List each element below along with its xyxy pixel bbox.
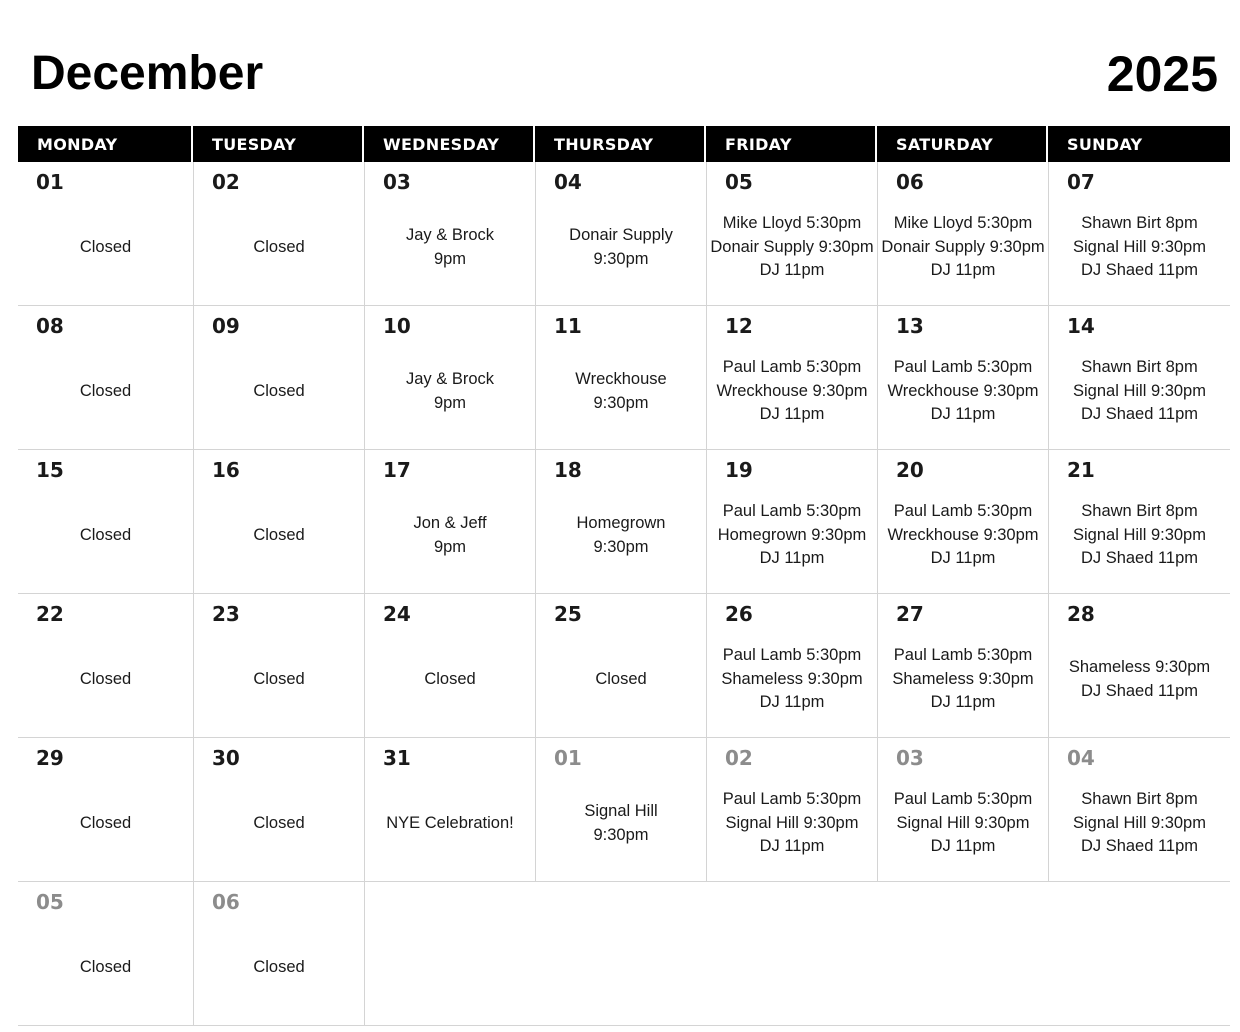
event-line: Paul Lamb 5:30pm	[893, 358, 1033, 377]
event-line: Closed	[253, 381, 305, 400]
day-cell[interactable]	[706, 594, 877, 738]
day-number: 06	[896, 170, 924, 194]
event-line: Shawn Birt 8pm	[1081, 214, 1198, 233]
day-number: 29	[36, 746, 64, 770]
day-cell[interactable]	[193, 882, 364, 1026]
empty-area	[364, 882, 1230, 1026]
day-number: 13	[896, 314, 924, 338]
day-cell[interactable]	[1048, 450, 1230, 594]
event-line: Shawn Birt 8pm	[1081, 502, 1198, 521]
day-number: 20	[896, 458, 924, 482]
week-row	[18, 594, 1230, 738]
month-title: December	[31, 47, 264, 100]
event-list	[878, 486, 1048, 593]
event-line: DJ Shaed 11pm	[1080, 261, 1199, 280]
event-line: Shawn Birt 8pm	[1081, 358, 1198, 377]
day-number: 11	[554, 314, 582, 338]
event-list	[536, 198, 706, 305]
day-number: 02	[725, 746, 753, 770]
day-number: 30	[212, 746, 240, 770]
event-list	[707, 198, 877, 305]
event-line: Jon & Jeff	[413, 514, 487, 532]
event-list	[1049, 774, 1230, 881]
day-cell[interactable]	[877, 162, 1048, 306]
event-list	[536, 342, 706, 449]
day-cell[interactable]	[877, 450, 1048, 594]
weekday-tuesday: TUESDAY	[193, 126, 364, 162]
day-cell[interactable]	[706, 162, 877, 306]
day-cell[interactable]	[18, 882, 193, 1026]
event-line: 9:30pm	[593, 825, 649, 844]
week-row	[18, 882, 1230, 1026]
event-line: Paul Lamb 5:30pm	[722, 358, 862, 377]
week-row	[18, 738, 1230, 882]
day-number: 26	[725, 602, 753, 626]
event-line: DJ 11pm	[759, 549, 825, 568]
day-cell[interactable]	[193, 162, 364, 306]
event-line: Mike Lloyd 5:30pm	[893, 214, 1033, 233]
day-cell[interactable]	[364, 306, 535, 450]
weekday-friday: FRIDAY	[706, 126, 877, 162]
event-line: Donair Supply	[569, 226, 673, 244]
day-cell[interactable]	[193, 594, 364, 738]
event-line: NYE Celebration!	[386, 813, 514, 832]
event-list	[707, 342, 877, 449]
day-cell[interactable]	[193, 450, 364, 594]
weekday-header	[18, 126, 1230, 162]
day-number: 17	[383, 458, 411, 482]
weekday-monday: MONDAY	[18, 126, 193, 162]
day-cell[interactable]	[535, 162, 706, 306]
event-line: Donair Supply 9:30pm	[710, 237, 874, 256]
event-line: Signal Hill 9:30pm	[1073, 237, 1206, 256]
event-line: Jay & Brock	[405, 370, 495, 388]
event-line: DJ 11pm	[930, 693, 996, 712]
day-number: 07	[1067, 170, 1095, 194]
event-line: Closed	[595, 669, 647, 688]
event-list	[194, 630, 364, 737]
event-line: Closed	[424, 669, 476, 688]
event-list	[194, 918, 364, 1025]
event-list	[878, 774, 1048, 881]
day-number: 12	[725, 314, 753, 338]
event-line: Signal Hill 9:30pm	[1073, 813, 1206, 832]
event-line: Homegrown	[576, 514, 666, 532]
event-list	[18, 918, 193, 1025]
event-line: Paul Lamb 5:30pm	[893, 790, 1033, 809]
event-list	[365, 630, 535, 737]
event-line: Homegrown 9:30pm	[717, 525, 867, 544]
day-number: 16	[212, 458, 240, 482]
event-line: Closed	[79, 957, 132, 976]
event-line: Closed	[253, 525, 305, 544]
event-list	[707, 630, 877, 737]
day-cell[interactable]	[193, 738, 364, 882]
event-line: Closed	[79, 669, 132, 688]
event-line: Signal Hill 9:30pm	[1073, 525, 1206, 544]
event-line: Closed	[79, 381, 132, 400]
day-cell[interactable]	[364, 738, 535, 882]
event-list	[18, 198, 193, 305]
day-number: 06	[212, 890, 240, 914]
event-line: Paul Lamb 5:30pm	[722, 502, 862, 521]
event-line: Wreckhouse	[575, 370, 667, 388]
day-cell[interactable]	[877, 306, 1048, 450]
event-list	[194, 198, 364, 305]
event-line: DJ Shaed 11pm	[1080, 837, 1199, 856]
event-line: DJ Shaed 11pm	[1080, 681, 1199, 700]
day-cell[interactable]	[535, 306, 706, 450]
day-cell[interactable]	[535, 594, 706, 738]
week-row	[18, 306, 1230, 450]
week-row	[18, 162, 1230, 306]
day-number: 01	[554, 746, 582, 770]
event-list	[194, 342, 364, 449]
day-number: 24	[383, 602, 411, 626]
event-line: Shawn Birt 8pm	[1081, 790, 1198, 809]
day-cell[interactable]	[535, 738, 706, 882]
day-number: 21	[1067, 458, 1095, 482]
day-number: 02	[212, 170, 240, 194]
day-number: 05	[725, 170, 753, 194]
event-line: 9pm	[433, 249, 467, 268]
weekday-saturday: SATURDAY	[877, 126, 1048, 162]
day-cell[interactable]	[1048, 738, 1230, 882]
day-number: 19	[725, 458, 753, 482]
day-number: 03	[383, 170, 411, 194]
event-list	[1049, 342, 1230, 449]
event-line: Donair Supply 9:30pm	[881, 237, 1045, 256]
day-cell[interactable]	[1048, 594, 1230, 738]
event-list	[536, 630, 706, 737]
calendar-grid	[18, 162, 1230, 1026]
day-cell[interactable]	[18, 594, 193, 738]
day-cell[interactable]	[364, 450, 535, 594]
day-cell[interactable]	[706, 738, 877, 882]
event-line: Paul Lamb 5:30pm	[893, 502, 1033, 521]
day-cell[interactable]	[535, 450, 706, 594]
event-line: DJ 11pm	[930, 549, 996, 568]
day-number: 09	[212, 314, 240, 338]
day-number: 22	[36, 602, 64, 626]
event-line: Closed	[253, 813, 305, 832]
event-list	[18, 774, 193, 881]
event-line: 9:30pm	[593, 537, 649, 556]
event-line: Wreckhouse 9:30pm	[887, 525, 1039, 544]
day-number: 03	[896, 746, 924, 770]
day-cell[interactable]	[706, 306, 877, 450]
event-list	[18, 342, 193, 449]
event-line: Shameless 9:30pm	[721, 669, 863, 688]
weekday-sunday: SUNDAY	[1067, 135, 1143, 154]
event-line: Shameless 9:30pm	[892, 669, 1034, 688]
event-line: Closed	[253, 237, 305, 256]
event-line: Paul Lamb 5:30pm	[722, 646, 862, 665]
event-list	[878, 198, 1048, 305]
day-number: 25	[554, 602, 582, 626]
event-line: DJ Shaed 11pm	[1080, 405, 1199, 424]
event-line: Closed	[253, 957, 305, 976]
day-number: 27	[896, 602, 924, 626]
event-line: Closed	[79, 525, 132, 544]
day-cell[interactable]	[877, 738, 1048, 882]
weekday-wednesday: WEDNESDAY	[364, 126, 535, 162]
event-line: DJ 11pm	[930, 261, 996, 280]
event-list	[707, 774, 877, 881]
event-line: 9:30pm	[593, 249, 649, 268]
day-number: 14	[1067, 314, 1095, 338]
day-number: 31	[383, 746, 411, 770]
day-cell[interactable]	[18, 306, 193, 450]
day-cell[interactable]	[18, 738, 193, 882]
event-list	[878, 342, 1048, 449]
day-cell[interactable]	[364, 162, 535, 306]
event-line: Signal Hill 9:30pm	[1073, 381, 1206, 400]
event-line: Jay & Brock	[405, 226, 495, 244]
day-number: 04	[1067, 746, 1095, 770]
event-line: DJ 11pm	[930, 405, 996, 424]
event-list	[1049, 198, 1230, 305]
day-cell[interactable]	[877, 594, 1048, 738]
event-line: Shameless 9:30pm	[1068, 658, 1211, 676]
event-list	[18, 630, 193, 737]
day-cell[interactable]	[706, 450, 877, 594]
day-number: 28	[1067, 602, 1095, 626]
event-line: DJ Shaed 11pm	[1080, 549, 1199, 568]
day-number: 08	[36, 314, 64, 338]
event-line: DJ 11pm	[930, 837, 996, 856]
event-line: Closed	[79, 237, 132, 256]
event-list	[707, 486, 877, 593]
day-cell[interactable]	[18, 450, 193, 594]
event-line: 9:30pm	[593, 393, 649, 412]
day-cell[interactable]	[193, 306, 364, 450]
event-list	[536, 774, 706, 881]
event-list	[1049, 486, 1230, 593]
day-cell[interactable]	[364, 594, 535, 738]
event-list	[365, 198, 535, 305]
event-line: Wreckhouse 9:30pm	[887, 381, 1039, 400]
event-line: 9pm	[433, 537, 467, 556]
event-list	[536, 486, 706, 593]
event-line: Paul Lamb 5:30pm	[722, 790, 862, 809]
event-list	[18, 486, 193, 593]
event-line: DJ 11pm	[759, 693, 825, 712]
weekday-thursday: THURSDAY	[535, 126, 706, 162]
event-line: Closed	[79, 813, 132, 832]
event-line: Paul Lamb 5:30pm	[893, 646, 1033, 665]
day-number: 05	[36, 890, 64, 914]
day-cell[interactable]	[18, 162, 193, 306]
event-line: Signal Hill	[584, 802, 658, 820]
event-line: Mike Lloyd 5:30pm	[722, 214, 862, 233]
day-number: 23	[212, 602, 240, 626]
event-line: DJ 11pm	[759, 837, 825, 856]
day-number: 04	[554, 170, 582, 194]
event-line: Signal Hill 9:30pm	[725, 813, 859, 832]
day-number: 01	[36, 170, 64, 194]
day-cell[interactable]	[1048, 306, 1230, 450]
event-line: Signal Hill 9:30pm	[896, 813, 1030, 832]
event-line: Wreckhouse 9:30pm	[716, 381, 868, 400]
event-line: 9pm	[433, 393, 467, 412]
event-list	[365, 486, 535, 593]
event-list	[365, 342, 535, 449]
event-list	[194, 486, 364, 593]
day-number: 18	[554, 458, 582, 482]
year-title: 2025	[1106, 46, 1218, 102]
day-number: 15	[36, 458, 64, 482]
event-list	[1049, 630, 1230, 737]
event-line: DJ 11pm	[759, 261, 825, 280]
day-cell[interactable]	[1048, 162, 1230, 306]
day-number: 10	[383, 314, 411, 338]
event-line: Closed	[253, 669, 305, 688]
week-row	[18, 450, 1230, 594]
event-list	[878, 630, 1048, 737]
event-list	[194, 774, 364, 881]
event-line: DJ 11pm	[759, 405, 825, 424]
event-list	[365, 774, 535, 881]
